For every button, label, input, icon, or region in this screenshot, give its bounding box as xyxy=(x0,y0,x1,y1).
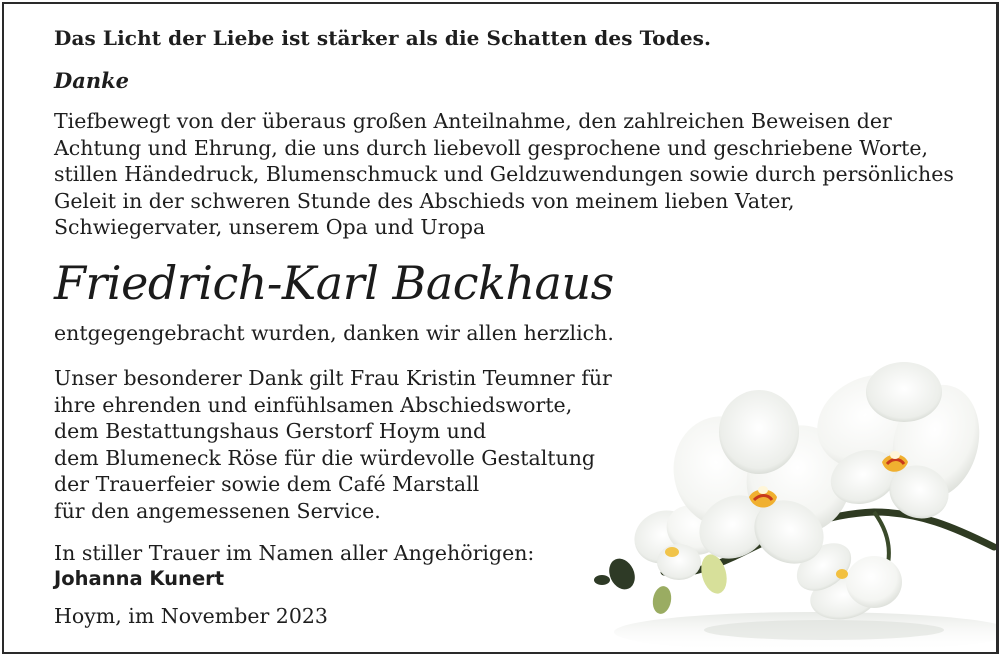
orchid-image xyxy=(574,362,999,654)
intro-paragraph: Tiefbewegt von der überaus großen Anteilnahme, den zahlreichen Beweisen der Achtung und Ehrung, die uns durch liebevoll gesprochene und geschriebene Worte, stillen Händedruck, Blumenschmuck und Geldzuwendungen sowie durch persönliches Geleit in der schweren Stunde des Abschieds von meinem lieben Vater, Schwiegervater, unserem Opa und Uropa xyxy=(54,109,954,240)
place-date: Hoym, im November 2023 xyxy=(54,604,328,628)
signer-name: Johanna Kunert xyxy=(54,567,225,590)
deceased-name: Friedrich-Karl Backhaus xyxy=(54,256,614,310)
mourning-line: In stiller Trauer im Namen aller Angehörigen: xyxy=(54,541,535,565)
danke-heading: Danke xyxy=(54,68,129,93)
obituary-notice xyxy=(2,2,999,654)
special-thanks-paragraph: Unser besonderer Dank gilt Frau Kristin Teumner für ihre ehrenden und einfühlsamen Abschiedsworte, dem Bestattungshaus Gerstorf Hoym und dem Blumeneck Röse für die würdevolle Gestaltung der Trauerfeier sowie dem Café Marstall für den angemessenen Service. xyxy=(54,366,612,523)
thanks-line: entgegengebracht wurden, danken wir allen herzlich. xyxy=(54,321,614,345)
motto-line: Das Licht der Liebe ist stärker als die Schatten des Todes. xyxy=(54,26,712,50)
